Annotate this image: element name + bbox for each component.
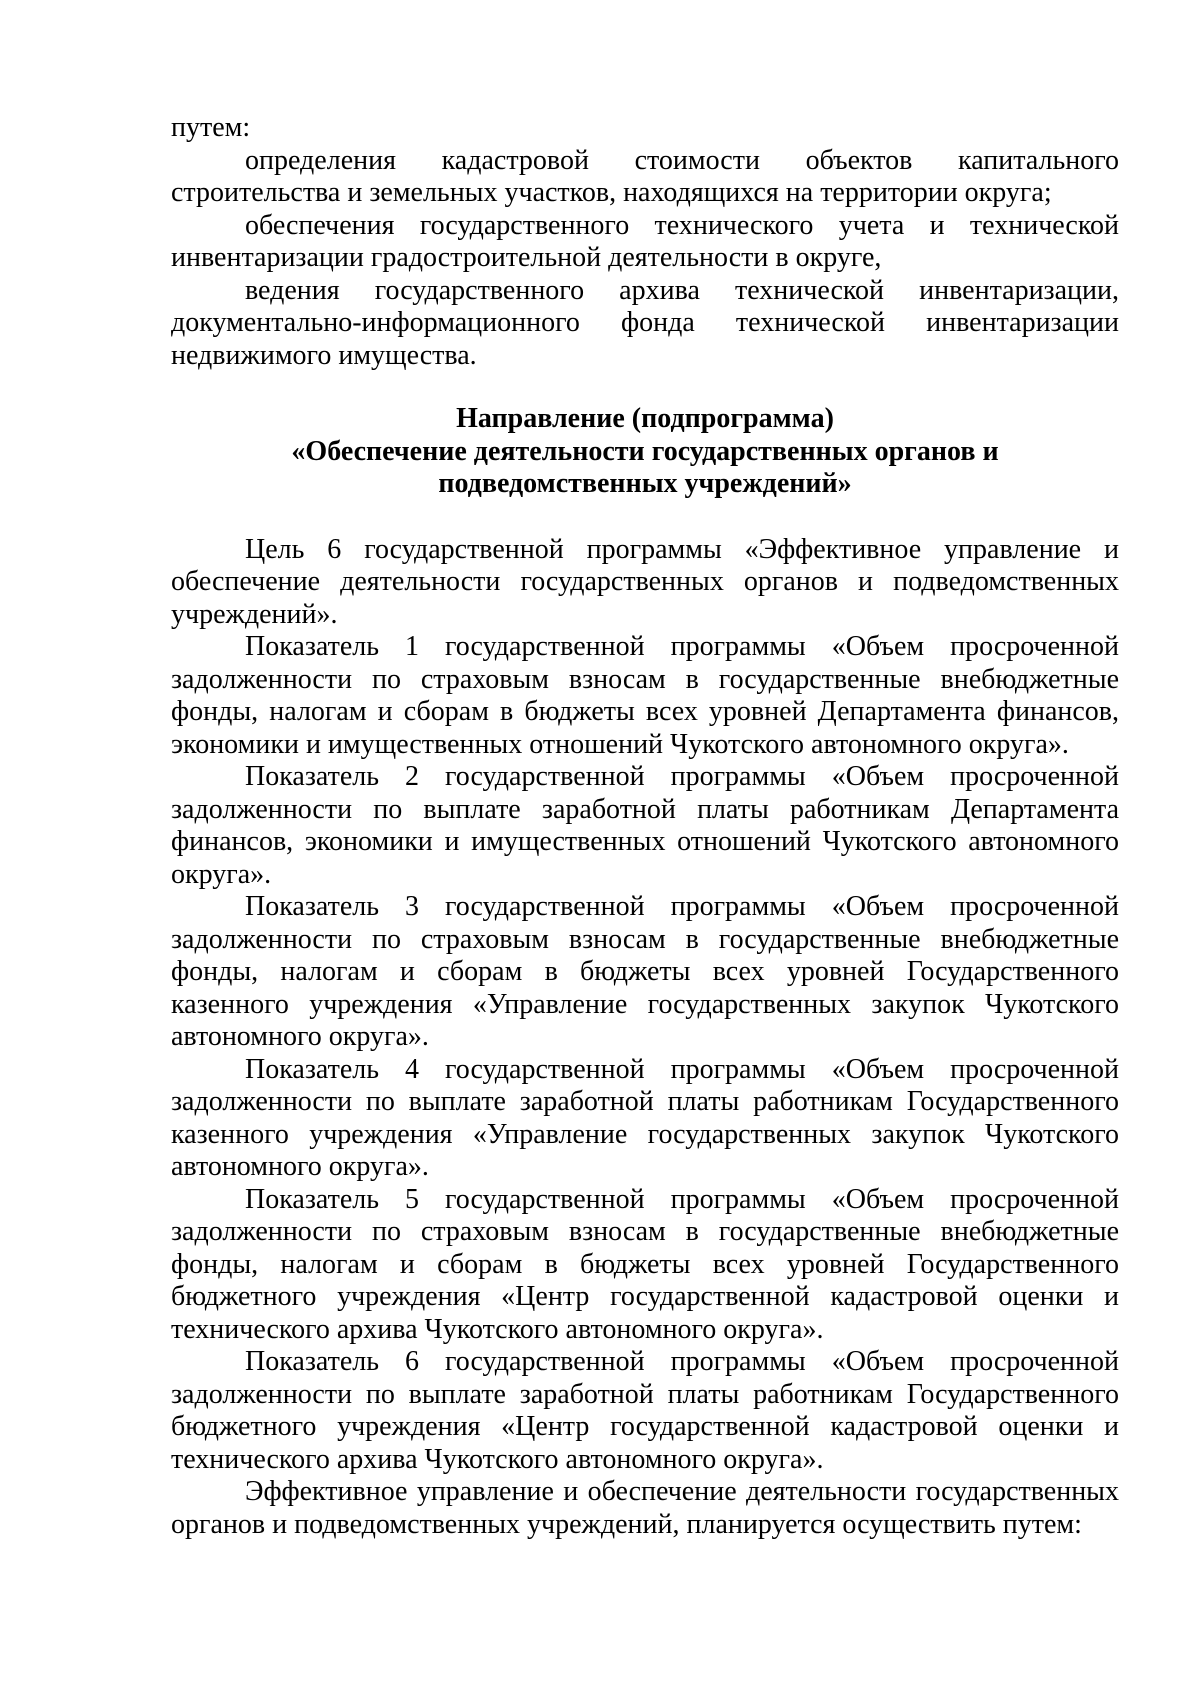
heading-line: Направление (подпрограмма) xyxy=(456,403,834,434)
paragraph-indicator-1: Показатель 1 государственной программы «Объем просроченной задолженности по страховым взносам в государственные внебюджетные фонды, налогам и сборам в бюджеты всех уровней Департамента финансов, экономики и имущественных отношений Чукотского автономного округа». xyxy=(171,631,1119,760)
list-item: ведения государственного архива технической инвентаризации, документально-информационного фонда технической инвентаризации недвижимого имущества. xyxy=(171,274,1119,371)
heading-line: «Обеспечение деятельности государственных органов и xyxy=(291,435,999,467)
list-item: обеспечения государственного технического учета и технической инвентаризации градостроительной деятельности в округе, xyxy=(171,209,1119,273)
list-item: определения кадастровой стоимости объектов капитального строительства и земельных участков, находящихся на территории округа; xyxy=(171,144,1119,208)
paragraph-indicator-2: Показатель 2 государственной программы «Объем просроченной задолженности по выплате заработной платы работникам Департамента финансов, экономики и имущественных отношений Чукотского автономного округа». xyxy=(171,761,1119,890)
intro-line: путем: xyxy=(171,112,251,143)
paragraph-indicator-5: Показатель 5 государственной программы «Объем просроченной задолженности по страховым взносам в государственные внебюджетные фонды, налогам и сборам в бюджеты всех уровней Государственного бюджетного учреждения «Центр государственной кадастровой оценки и технического архива Чукотского автономного округа». xyxy=(171,1183,1119,1345)
paragraph-goal: Цель 6 государственной программы «Эффективное управление и обеспечение деятельности государственных органов и подведомственных учреждений». xyxy=(171,533,1119,630)
paragraph-conclusion: Эффективное управление и обеспечение деятельности государственных органов и подведомственных учреждений, планируется осуществить путем: xyxy=(171,1476,1119,1540)
section-heading xyxy=(171,403,1119,501)
paragraph-indicator-6: Показатель 6 государственной программы «Объем просроченной задолженности по выплате заработной платы работникам Государственного бюджетного учреждения «Центр государственной кадастровой оценки и технического архива Чукотского автономного округа». xyxy=(171,1346,1119,1475)
document-page xyxy=(171,112,1119,1541)
paragraph-indicator-4: Показатель 4 государственной программы «Объем просроченной задолженности по выплате заработной платы работникам Государственного казенного учреждения «Управление государственных закупок Чукотского автономного округа». xyxy=(171,1053,1119,1182)
paragraph-indicator-3: Показатель 3 государственной программы «Объем просроченной задолженности по страховым взносам в государственные внебюджетные фонды, налогам и сборам в бюджеты всех уровней Государственного казенного учреждения «Управление государственных закупок Чукотского автономного округа». xyxy=(171,891,1119,1052)
heading-line: подведомственных учреждений» xyxy=(438,468,852,499)
